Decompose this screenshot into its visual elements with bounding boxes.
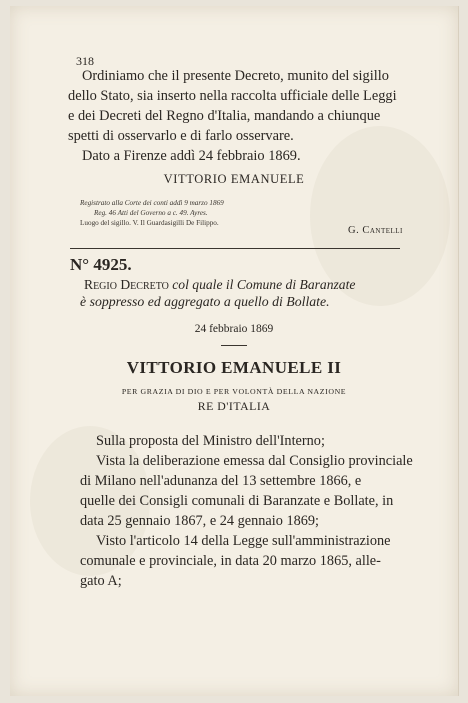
section-rule — [70, 248, 400, 249]
registration-line: Luogo del sigillo. V. Il Guardasigilli De Filippo. — [80, 219, 219, 227]
document-page — [10, 6, 459, 696]
grace-formula: PER GRAZIA DI DIO E PER VOLONTÀ DELLA NAZIONE — [121, 387, 347, 396]
body-line: Vista la deliberazione emessa dal Consiglio provinciale — [96, 453, 413, 469]
decree-title-prefix: Regio Decreto — [84, 277, 169, 292]
registration-line: Reg. 46 Atti del Governo a c. 49. Ayres. — [94, 209, 208, 217]
body-line: di Milano nell'adunanza del 13 settembre 1866, e — [80, 473, 362, 489]
intro-line: Dato a Firenze addì 24 febbraio 1869. — [82, 148, 301, 164]
realm-title: RE D'ITALIA — [197, 399, 271, 413]
intro-line: e dei Decreti del Regno d'Italia, mandando a chiunque — [68, 108, 381, 124]
intro-line: dello Stato, sia inserto nella raccolta ufficiale delle Leggi — [68, 88, 397, 104]
decree-number: N° 4925. — [70, 255, 132, 274]
decree-title-line-2: è soppresso ed aggregato a quello di Bollate. — [80, 294, 330, 309]
intro-line: Ordiniamo che il presente Decreto, munito del sigillo — [82, 68, 389, 84]
body-line: quelle dei Consigli comunali di Baranzate e Bollate, in — [80, 493, 394, 509]
intro-line: spetti di osservarlo e di farlo osservare. — [68, 128, 294, 144]
body-line: gato A; — [80, 573, 122, 589]
short-rule — [221, 345, 247, 346]
body-line: Sulla proposta del Ministro dell'Interno; — [96, 433, 325, 449]
decree-title-line-1 — [84, 277, 355, 293]
body-line: Visto l'articolo 14 della Legge sull'amministrazione — [96, 533, 391, 549]
body-line: data 25 gennaio 1867, e 24 gennaio 1869; — [80, 513, 320, 529]
decree-date: 24 febbraio 1869 — [194, 323, 274, 335]
body-line: comunale e provinciale, in data 20 marzo 1865, alle- — [80, 553, 381, 569]
countersign: G. Cantelli — [348, 225, 403, 236]
signature: VITTORIO EMANUELE — [163, 172, 305, 186]
registration-line: Registrato alla Corte dei conti addì 9 marzo 1869 — [80, 199, 224, 207]
page-number: 318 — [76, 54, 94, 68]
king-name: VITTORIO EMANUELE II — [126, 358, 342, 377]
decree-title-rest: col quale il Comune di Baranzate — [168, 277, 356, 292]
